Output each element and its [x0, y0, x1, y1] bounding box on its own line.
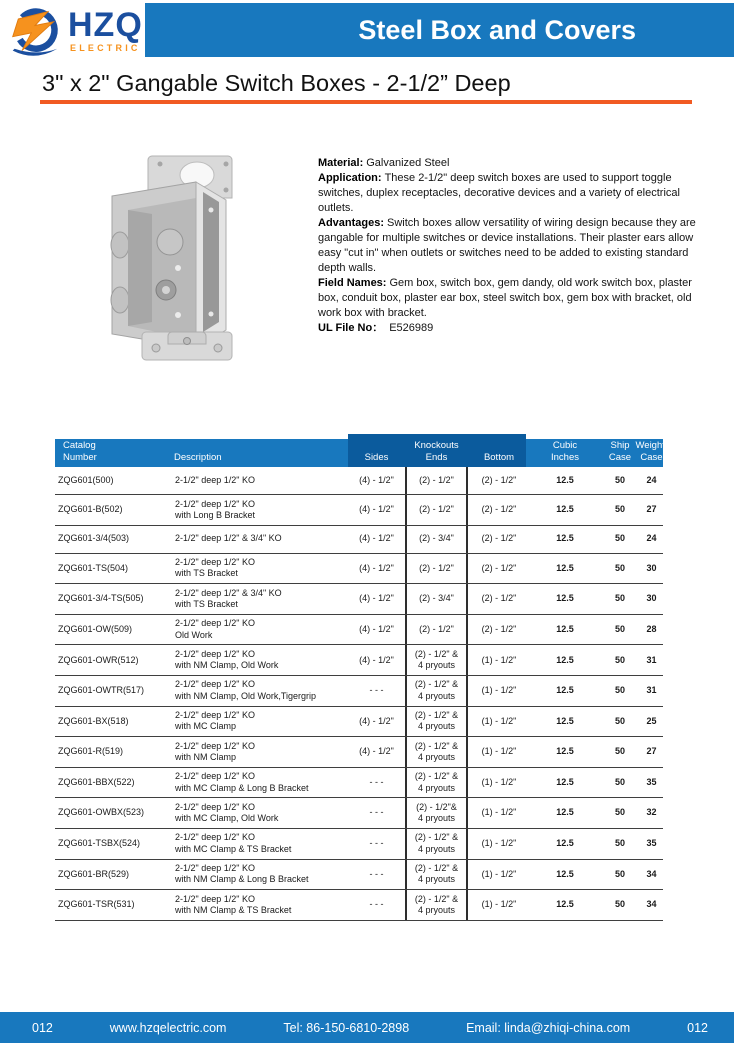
table-row: [55, 707, 663, 738]
cell-knockouts-bottom: (2) - 1/2": [481, 593, 517, 604]
cell-knockouts-ends: (2) - 1/2"& 4 pryouts: [405, 798, 468, 828]
cell-knockouts-bottom: (1) - 1/2": [481, 899, 517, 910]
cell-weight-case: 30: [646, 593, 657, 604]
cell-knockouts-ends: (2) - 1/2" & 4 pryouts: [405, 707, 468, 737]
col-header-ship-case: Ship Case: [608, 440, 632, 463]
cell-knockouts-ends: (2) - 1/2" & 4 pryouts: [405, 829, 468, 859]
product-photo: [100, 150, 248, 365]
cell-weight-case: 34: [646, 868, 657, 879]
cell-weight-case: 35: [646, 776, 657, 787]
table-row: [55, 615, 663, 646]
cell-cubic-inches: 12.5: [556, 562, 574, 573]
cell-knockouts-bottom: (2) - 1/2": [481, 623, 517, 634]
cell-catalog-number: ZQG601-OWTR(517): [58, 685, 145, 696]
cell-ship-case: 50: [614, 474, 625, 485]
cell-knockouts-bottom: (1) - 1/2": [481, 868, 517, 879]
cell-knockouts-bottom: (2) - 1/2": [481, 474, 517, 485]
cell-weight-case: 24: [646, 474, 657, 485]
cell-catalog-number: ZQG601-BR(529): [58, 868, 130, 879]
cell-description: 2-1/2" deep 1/2" KO with MC Clamp, Old Work: [175, 801, 279, 824]
cell-ship-case: 50: [614, 868, 625, 879]
cell-knockouts-sides: (4) - 1/2": [359, 746, 394, 757]
title-underline: [40, 100, 692, 104]
cell-catalog-number: ZQG601-R(519): [58, 746, 124, 757]
spec-label: Material:: [318, 157, 364, 169]
footer-website-link[interactable]: www.hzqelectric.com: [109, 1020, 227, 1035]
footer-page-number-right: 012: [687, 1020, 708, 1035]
cell-knockouts-bottom: (1) - 1/2": [481, 838, 517, 849]
cell-description: 2-1/2" deep 1/2" KO with NM Clamp, Old Work: [175, 648, 279, 671]
cell-ship-case: 50: [614, 654, 625, 665]
cell-cubic-inches: 12.5: [556, 776, 574, 787]
table-header: [55, 434, 668, 467]
hzq-logo-icon: [6, 6, 64, 58]
spec-paragraph: [318, 276, 698, 321]
cell-cubic-inches: 12.5: [556, 715, 574, 726]
cell-ship-case: 50: [614, 504, 625, 515]
cell-knockouts-sides: - - -: [369, 776, 384, 787]
cell-knockouts-sides: (4) - 1/2": [359, 654, 394, 665]
cell-knockouts-sides: (4) - 1/2": [359, 593, 394, 604]
spec-text: Switch boxes allow versatility of wiring design because they are gangable for multiple switches or device installations. Their plaster ears allow easy "cut in" when outlets or switches need to be added to existing standard depth walls.: [318, 217, 696, 274]
cell-knockouts-bottom: (2) - 1/2": [481, 533, 517, 544]
table-row: [55, 890, 663, 921]
cell-ship-case: 50: [614, 715, 625, 726]
cell-cubic-inches: 12.5: [556, 474, 574, 485]
cell-knockouts-sides: (4) - 1/2": [359, 623, 394, 634]
cell-description: 2-1/2" deep 1/2" KO with MC Clamp: [175, 710, 255, 732]
cell-catalog-number: ZQG601-TS(504): [58, 562, 129, 573]
banner-title: Steel Box and Covers: [358, 14, 636, 45]
cell-description: 2-1/2" deep 1/2" KO: [175, 474, 255, 485]
cell-knockouts-sides: (4) - 1/2": [359, 474, 394, 485]
spec-table: [55, 434, 668, 921]
table-row: [55, 798, 663, 829]
cell-knockouts-ends: (2) - 3/4": [405, 526, 468, 553]
cell-knockouts-sides: (4) - 1/2": [359, 504, 394, 515]
cell-catalog-number: ZQG601-TSBX(524): [58, 838, 141, 849]
cell-description: 2-1/2" deep 1/2" KO with NM Clamp, Old Work,Tigergrip: [175, 679, 317, 701]
table-row: [55, 829, 663, 860]
cell-catalog-number: ZQG601-3/4(503): [58, 533, 130, 544]
spec-label: Advantages:: [318, 217, 385, 229]
cell-cubic-inches: 12.5: [556, 838, 574, 849]
cell-catalog-number: ZQG601-OW(509): [58, 623, 133, 634]
cell-knockouts-ends: (2) - 1/2" & 4 pryouts: [405, 737, 468, 767]
footer-page-number-left: 012: [32, 1020, 53, 1035]
cell-knockouts-bottom: (1) - 1/2": [481, 654, 517, 665]
table-row: [55, 645, 663, 676]
cell-knockouts-ends: (2) - 3/4": [405, 584, 468, 614]
cell-catalog-number: ZQG601(500): [58, 474, 114, 485]
cell-weight-case: 30: [646, 562, 657, 573]
col-header-knockouts-ends: Knockouts Ends: [414, 440, 459, 463]
cell-description: 2-1/2" deep 1/2" KO with MC Clamp & TS Bracket: [175, 832, 292, 854]
cell-description: 2-1/2" deep 1/2" KO with NM Clamp & TS Bracket: [175, 893, 292, 915]
cell-ship-case: 50: [614, 533, 625, 544]
cell-catalog-number: ZQG601-BX(518): [58, 715, 129, 726]
cell-description: 2-1/2" deep 1/2" KO with MC Clamp & Long B Bracket: [175, 771, 309, 793]
spec-label: Field Names:: [318, 277, 387, 289]
col-header-bottom: Bottom: [483, 451, 515, 463]
spec-text: Galvanized Steel: [366, 157, 450, 169]
col-header-cubic-inches: Cubic Inches: [551, 440, 579, 463]
spec-label: Application:: [318, 172, 382, 184]
cell-cubic-inches: 12.5: [556, 623, 574, 634]
col-header-description: Description: [174, 451, 222, 463]
cell-ship-case: 50: [614, 746, 625, 757]
cell-catalog-number: ZQG601-OWR(512): [58, 654, 139, 665]
cell-cubic-inches: 12.5: [556, 746, 574, 757]
cell-weight-case: 27: [646, 504, 657, 515]
cell-cubic-inches: 12.5: [556, 504, 574, 515]
cell-knockouts-ends: (2) - 1/2" & 4 pryouts: [405, 676, 468, 706]
cell-knockouts-sides: (4) - 1/2": [359, 562, 394, 573]
cell-ship-case: 50: [614, 623, 625, 634]
page-footer: [0, 1012, 734, 1043]
cell-weight-case: 27: [646, 746, 657, 757]
cell-knockouts-sides: - - -: [369, 685, 384, 696]
cell-knockouts-sides: - - -: [369, 868, 384, 879]
cell-weight-case: 32: [646, 807, 657, 818]
table-row: [55, 554, 663, 585]
cell-description: 2-1/2" deep 1/2" & 3/4" KO with TS Bracket: [175, 587, 282, 609]
brand-name: HZQ: [68, 6, 143, 44]
cell-ship-case: 50: [614, 593, 625, 604]
cell-knockouts-ends: (2) - 1/2": [405, 467, 468, 494]
cell-description: 2-1/2" deep 1/2" KO with TS Bracket: [175, 557, 255, 579]
cell-knockouts-sides: - - -: [369, 807, 384, 818]
cell-knockouts-sides: - - -: [369, 838, 384, 849]
cell-knockouts-bottom: (1) - 1/2": [481, 807, 517, 818]
cell-description: 2-1/2" deep 1/2" KO Old Work: [175, 618, 255, 640]
cell-ship-case: 50: [614, 899, 625, 910]
cell-weight-case: 34: [646, 899, 657, 910]
spec-paragraph: [318, 156, 698, 171]
brand-subtitle: ELECTRIC: [70, 43, 141, 53]
cell-catalog-number: ZQG601-TSR(531): [58, 899, 135, 910]
cell-weight-case: 28: [646, 623, 657, 634]
cell-cubic-inches: 12.5: [556, 654, 574, 665]
cell-ship-case: 50: [614, 807, 625, 818]
cell-knockouts-ends: (2) - 1/2" & 4 pryouts: [405, 768, 468, 798]
cell-description: 2-1/2" deep 1/2" KO with NM Clamp: [175, 740, 255, 762]
knockouts-group-label: Knockouts: [414, 440, 459, 451]
cell-knockouts-ends: (2) - 1/2": [405, 495, 468, 525]
cell-knockouts-ends: (2) - 1/2" & 4 pryouts: [405, 645, 468, 675]
cell-ship-case: 50: [614, 838, 625, 849]
cell-weight-case: 31: [646, 685, 657, 696]
spec-text: Gem box, switch box, gem dandy, old work switch box, plaster box, conduit box, plaster ear box, steel switch box, gem box with bracket, old work box with bracket.: [318, 277, 692, 319]
spec-text: These 2-1/2" deep switch boxes are used to support toggle switches, duplex receptacles, decorative devices and a variety of electrical outlets.: [318, 172, 680, 214]
col-header-sides: Sides: [364, 451, 389, 463]
cell-knockouts-bottom: (1) - 1/2": [481, 715, 517, 726]
cell-cubic-inches: 12.5: [556, 533, 574, 544]
footer-email-link[interactable]: Email: linda@zhiqi-china.com: [466, 1020, 631, 1035]
cell-weight-case: 31: [646, 654, 657, 665]
cell-knockouts-bottom: (1) - 1/2": [481, 746, 517, 757]
cell-description: 2-1/2" deep 1/2" & 3/4" KO: [175, 533, 282, 544]
cell-knockouts-ends: (2) - 1/2": [405, 554, 468, 584]
cell-cubic-inches: 12.5: [556, 685, 574, 696]
brand-text: [68, 8, 143, 53]
cell-weight-case: 35: [646, 838, 657, 849]
page-title: 3" x 2" Gangable Switch Boxes - 2-1/2” Deep: [42, 70, 511, 96]
table-row: [55, 676, 663, 707]
cell-ship-case: 50: [614, 776, 625, 787]
cell-cubic-inches: 12.5: [556, 868, 574, 879]
table-body: [55, 467, 663, 921]
table-row: [55, 860, 663, 891]
cell-ship-case: 50: [614, 685, 625, 696]
cell-description: 2-1/2" deep 1/2" KO with NM Clamp & Long B Bracket: [175, 863, 309, 885]
switch-box-illustration: [100, 150, 248, 365]
cell-knockouts-ends: (2) - 1/2" & 4 pryouts: [405, 890, 468, 920]
cell-knockouts-sides: (4) - 1/2": [359, 715, 394, 726]
cell-catalog-number: ZQG601-3/4-TS(505): [58, 593, 144, 604]
cell-knockouts-bottom: (2) - 1/2": [481, 562, 517, 573]
cell-knockouts-bottom: (1) - 1/2": [481, 685, 517, 696]
table-row: [55, 526, 663, 554]
cell-catalog-number: ZQG601-BBX(522): [58, 776, 135, 787]
cell-knockouts-sides: - - -: [369, 899, 384, 910]
product-specs: [318, 156, 698, 336]
cell-weight-case: 24: [646, 533, 657, 544]
footer-telephone: Tel: 86-150-6810-2898: [283, 1020, 410, 1035]
ul-file-label: UL File No：: [318, 322, 384, 334]
cell-cubic-inches: 12.5: [556, 807, 574, 818]
brand-logo: [6, 6, 143, 58]
section-banner: [145, 3, 734, 57]
cell-knockouts-sides: (4) - 1/2": [359, 533, 394, 544]
cell-cubic-inches: 12.5: [556, 593, 574, 604]
cell-knockouts-bottom: (1) - 1/2": [481, 776, 517, 787]
cell-description: 2-1/2" deep 1/2" KO with Long B Bracket: [175, 498, 256, 520]
col-header-catalog-number: Catalog Number: [63, 440, 97, 463]
table-row: [55, 768, 663, 799]
cell-catalog-number: ZQG601-OWBX(523): [58, 807, 145, 818]
cell-ship-case: 50: [614, 562, 625, 573]
col-header-weight-case: Weight/ Case: [635, 440, 668, 463]
spec-paragraph: [318, 171, 698, 216]
table-row: [55, 467, 663, 495]
cell-cubic-inches: 12.5: [556, 899, 574, 910]
spec-paragraph: [318, 216, 698, 276]
table-row: [55, 584, 663, 615]
ul-file-value: E526989: [389, 322, 434, 334]
cell-knockouts-ends: (2) - 1/2": [405, 615, 468, 645]
cell-catalog-number: ZQG601-B(502): [58, 504, 123, 515]
cell-knockouts-ends: (2) - 1/2" & 4 pryouts: [405, 860, 468, 890]
table-row: [55, 495, 663, 526]
table-row: [55, 737, 663, 768]
cell-knockouts-bottom: (2) - 1/2": [481, 504, 517, 515]
ul-file-line: [318, 321, 698, 336]
cell-weight-case: 25: [646, 715, 657, 726]
